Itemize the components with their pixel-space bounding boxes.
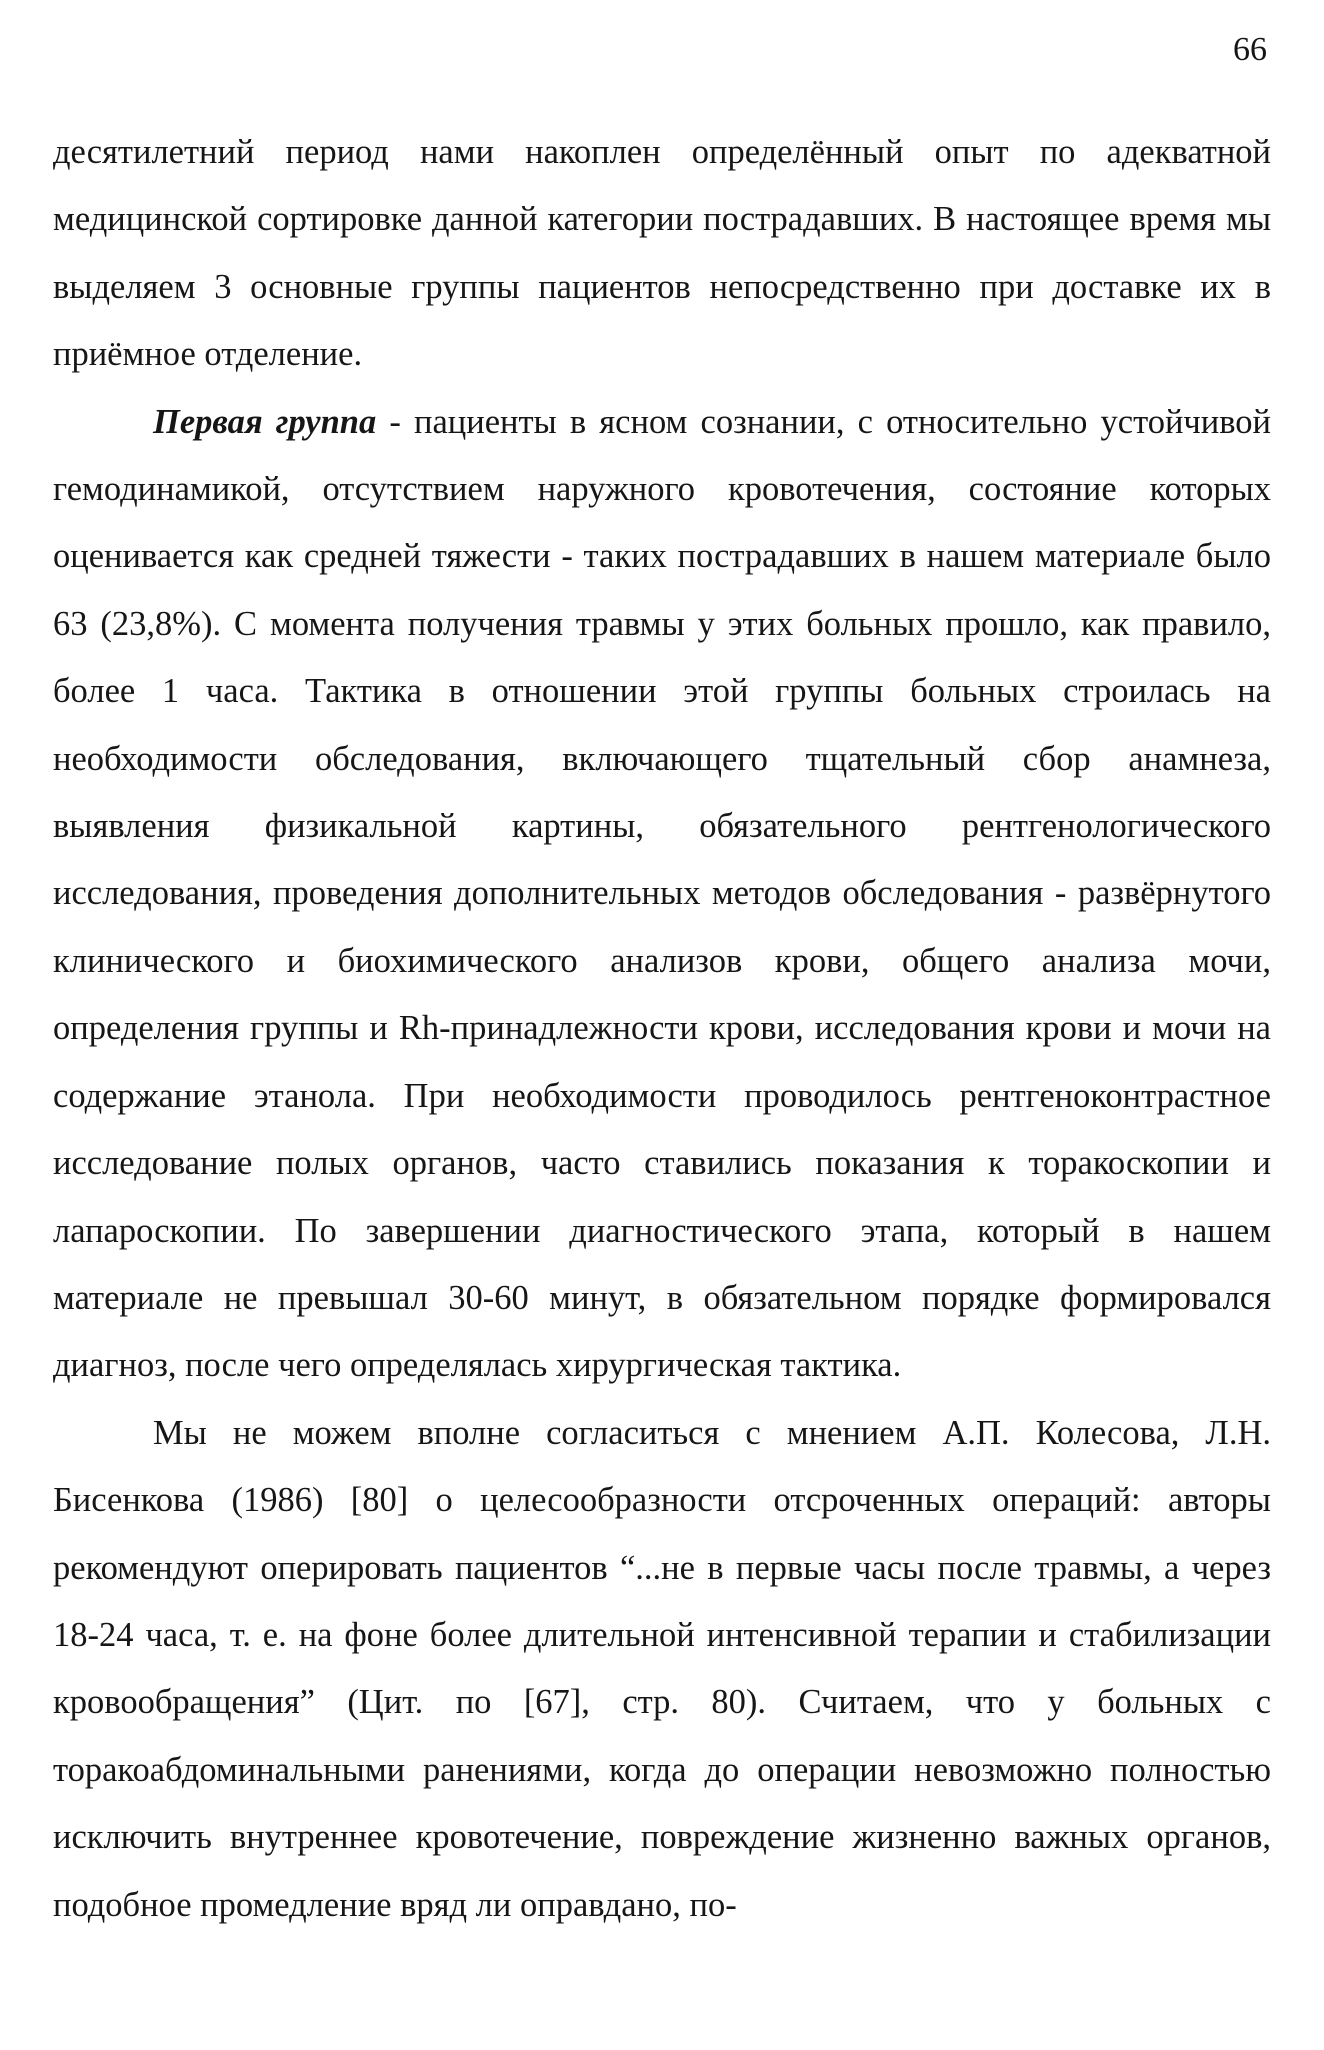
paragraph-first-group <box>53 389 1271 1400</box>
paragraph-text: десятилетний период нами накоплен определённый опыт по адекватной медицинской сортировке данной категории пострадавших. В настоящее время мы выделяем 3 основные группы пациентов непосредственно при доставке их в приёмное отделение. <box>53 133 1271 374</box>
emphasized-lead: Первая группа <box>153 402 377 441</box>
paragraph-text: - пациенты в ясном сознании, с относительно устойчивой гемодинамикой, отсутствием наружного кровотечения, состояние которых оценивается как средней тяжести - таких пострадавших в нашем материале было 63 (23,8%). С момента получения травмы у этих больных прошло, как правило, более 1 часа. Тактика в отношении этой группы больных строилась на необходимости обследования, включающего тщательный сбор анамнеза, выявления физикальной картины, обязательного рентгенологического исследования, проведения дополнительных методов обследования - развёрнутого клинического и биохимического анализов крови, общего анализа мочи, определения группы и Rh-принадлежности крови, исследования крови и мочи на содержание этанола. При необходимости проводилось рентгеноконтрастное исследование полых органов, часто ставились показания к торакоскопии и лапароскопии. По завершении диагностического этапа, который в нашем материале не превышал 30-60 минут, в обязательном порядке формировался диагноз, после чего определялась хирургическая тактика. <box>53 402 1271 1385</box>
page-number: 66 <box>1233 31 1267 68</box>
paragraph-discussion <box>53 1400 1271 1939</box>
document-body <box>53 119 1271 1939</box>
paragraph-text: Мы не можем вполне согласиться с мнением А.П. Колесова, Л.Н. Бисенкова (1986) [80] о целесообразности отсроченных операций: авторы рекомендуют оперировать пациентов “...не в первые часы после травмы, а через 18-24 часа, т. е. на фоне более длительной интенсивной терапии и стабилизации кровообращения” (Цит. по [67], стр. 80). Считаем, что у больных с торакоабдоминальными ранениями, когда до операции невозможно полностью исключить внутреннее кровотечение, повреждение жизненно важных органов, подобное промедление вряд ли оправдано, по- <box>53 1413 1271 1924</box>
paragraph-continuation <box>53 119 1271 389</box>
